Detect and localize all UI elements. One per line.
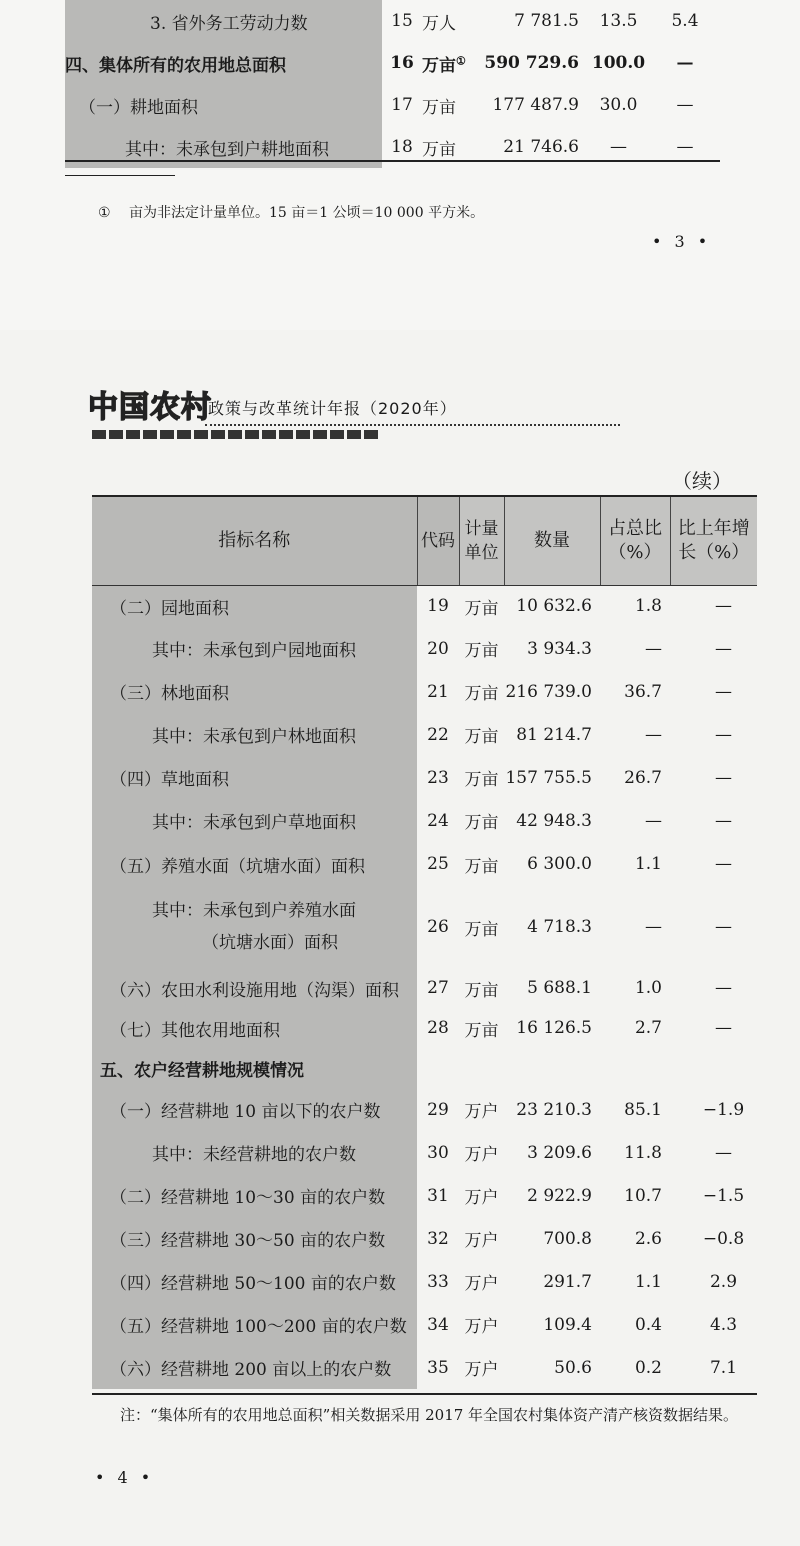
header-dotted-rule [205,424,620,426]
row-unit: 万户 [464,1360,499,1380]
row-pct: 2.6 [634,1228,662,1249]
row-name: （四）经营耕地 50～100 亩的农户数 [92,1260,417,1303]
table-row [92,1174,757,1217]
row-name: 其中：未承包到户园地面积 [92,627,417,670]
row-pct: 1.1 [634,1271,662,1292]
top-table [65,0,720,168]
row-name: （六）农田水利设施用地（沟渠）面积 [92,968,417,1008]
continued-label: （续） [672,469,732,493]
row-unit: 万亩 [464,598,499,619]
row-name: （一）经营耕地 10 亩以下的农户数 [92,1088,417,1131]
row-code: 21 [427,681,449,702]
row-pct: 26.7 [624,767,662,788]
header-growth: 比上年增长（%） [670,497,757,585]
dash-segment [92,430,106,439]
row-pct: — [645,917,662,937]
dash-segment [262,430,276,439]
row-name: 3. 省外务工劳动力数 [65,0,382,42]
row-growth [670,1048,757,1088]
brand-logo-text: 中国农村 [88,390,212,425]
row-growth: 2.9 [709,1271,738,1292]
page-number-3: • 3 • [652,232,712,251]
header-code: 代码 [417,497,459,585]
row-code: 29 [427,1099,449,1120]
row-qty: 81 214.7 [516,724,592,745]
row-code: 22 [427,724,449,745]
row-unit: 万亩 [464,770,499,790]
header-dash-bar [92,430,378,439]
table-row [92,670,757,713]
header-qty: 数量 [504,497,600,585]
row-qty: 4 718.3 [527,917,592,937]
row-growth: — [715,724,732,745]
row-qty: 109.4 [543,1314,592,1335]
row-code: 16 [390,53,414,73]
row-name: （二）经营耕地 10～30 亩的农户数 [92,1174,417,1217]
row-name: （五）经营耕地 100～200 亩的农户数 [92,1303,417,1346]
row-qty: 2 922.9 [527,1185,592,1206]
header-pct: 占总比（%） [600,497,670,585]
row-qty: 3 934.3 [527,638,592,659]
row-growth: — [715,596,732,617]
table-row [92,1008,757,1048]
row-growth: — [715,854,732,874]
row-name-line2: （坑塘水面）面积 [202,933,338,953]
dash-segment [313,430,327,439]
row-unit: 万亩 [422,97,456,118]
row-unit: 万户 [464,1145,499,1165]
row-unit: 万亩 [464,641,499,661]
row-code: 19 [427,596,449,617]
row-name [92,886,417,968]
row-qty: 6 300.0 [527,854,592,874]
row-qty: 216 739.0 [505,681,592,702]
table-row [92,968,757,1008]
row-code: 31 [427,1185,449,1206]
dash-segment [109,430,123,439]
row-code [417,1048,459,1088]
row-pct: — [610,137,627,157]
row-code: 26 [427,917,449,937]
row-pct: 1.0 [634,978,662,998]
page-number-4: • 4 • [95,1468,155,1487]
row-pct: 1.8 [634,596,662,617]
row-growth: — [715,978,732,998]
row-unit [459,1048,504,1088]
row-name: （三）林地面积 [92,670,417,713]
row-name: （一）耕地面积 [65,84,382,126]
dash-segment [194,430,208,439]
row-unit: 万亩① [422,53,466,76]
row-name: 其中：未承包到户耕地面积 [65,126,382,168]
row-growth: — [715,1018,732,1038]
row-name: 其中：未承包到户林地面积 [92,713,417,756]
row-unit: 万户 [464,1274,499,1294]
row-unit: 万亩 [464,727,499,747]
table-row [92,1217,757,1260]
dash-segment [296,430,310,439]
row-name-line1: 其中：未承包到户养殖水面 [152,901,356,921]
row-name: 五、农户经营耕地规模情况 [92,1048,417,1088]
row-code: 34 [427,1314,449,1335]
row-pct: 0.4 [634,1314,662,1335]
row-unit: 万亩 [464,980,499,1001]
row-code: 30 [427,1142,449,1163]
dash-segment [211,430,225,439]
table-header-row [92,497,757,585]
row-unit: 万亩 [464,684,499,704]
row-qty: 291.7 [543,1271,592,1292]
row-unit: 万亩 [422,139,456,160]
row-growth: — [676,137,694,157]
row-growth: — [715,1142,732,1163]
header-unit: 计量单位 [459,497,504,585]
row-pct: 1.1 [634,854,662,874]
row-name: 其中：未经营耕地的农户数 [92,1131,417,1174]
table-row [92,886,757,968]
row-name: （四）草地面积 [92,756,417,799]
table-bottom-rule [65,160,720,162]
row-name: （五）养殖水面（坑塘水面）面积 [92,842,417,886]
row-unit: 万亩 [464,1020,499,1041]
row-pct: 11.8 [624,1142,662,1163]
row-qty [504,1048,600,1088]
row-growth: — [715,638,732,659]
row-growth: −0.8 [702,1228,745,1249]
table-row [92,1048,757,1088]
row-growth: — [715,681,732,702]
row-unit: 万人 [422,13,456,34]
row-qty: 5 688.1 [527,978,592,998]
row-unit: 万户 [464,1231,499,1251]
table-row [92,799,757,842]
row-unit: 万亩 [464,919,499,940]
row-pct: — [645,810,662,831]
row-pct: 100.0 [591,53,646,73]
table-row [92,1303,757,1346]
row-growth: 7.1 [709,1357,738,1378]
dash-segment [143,430,157,439]
table-note: 注：“集体所有的农用地总面积”相关数据采用 2017 年全国农村集体资产清产核资数据结果。 [120,1406,739,1424]
table-row [92,1260,757,1303]
row-code: 32 [427,1228,449,1249]
row-pct: 13.5 [599,11,638,31]
row-growth: — [676,53,694,73]
dash-segment [160,430,174,439]
row-qty: 10 632.6 [516,596,592,617]
dash-segment [177,430,191,439]
dash-segment [245,430,259,439]
row-unit: 万户 [464,1317,499,1337]
dash-segment [228,430,242,439]
row-pct: 0.2 [634,1357,662,1378]
row-qty: 50.6 [554,1357,592,1378]
row-qty: 7 781.5 [514,11,579,31]
table-bottom-rule-main [92,1393,757,1395]
table-row [65,84,720,126]
row-growth: −1.5 [702,1185,745,1206]
table-row [92,842,757,886]
row-code: 20 [427,638,449,659]
footnote-rule [65,175,175,176]
row-code: 17 [391,95,413,115]
row-code: 15 [391,11,413,31]
table-row [65,0,720,42]
row-code: 35 [427,1357,449,1378]
row-growth: — [715,917,732,937]
row-pct: 85.1 [624,1099,662,1120]
row-unit: 万亩 [464,813,499,833]
dash-segment [330,430,344,439]
row-growth: 5.4 [671,11,699,31]
row-growth: −1.9 [702,1099,745,1120]
dash-segment [126,430,140,439]
row-name: （二）园地面积 [92,585,417,627]
row-unit: 万户 [464,1188,499,1208]
dash-segment [347,430,361,439]
row-code: 28 [427,1018,449,1038]
row-unit: 万亩 [464,856,499,877]
row-code: 23 [427,767,449,788]
table-row [92,1088,757,1131]
row-qty: 16 126.5 [516,1018,592,1038]
table-row [92,585,757,627]
row-code: 27 [427,978,449,998]
row-code: 25 [427,854,449,874]
row-code: 24 [427,810,449,831]
row-name: （三）经营耕地 30～50 亩的农户数 [92,1217,417,1260]
running-header: 政策与改革统计年报（2020年） [208,399,457,418]
row-pct: 30.0 [599,95,638,115]
row-qty: 21 746.6 [503,137,579,157]
dash-segment [364,430,378,439]
row-qty: 700.8 [543,1228,592,1249]
row-qty: 177 487.9 [492,95,579,115]
footnote-marker: ① [98,205,111,221]
row-growth: 4.3 [709,1314,738,1335]
row-name: 四、集体所有的农用地总面积 [65,42,382,84]
row-qty: 157 755.5 [505,767,592,788]
row-qty: 42 948.3 [516,810,592,831]
table-row [65,42,720,84]
table-row [92,756,757,799]
table-row [92,627,757,670]
header-name: 指标名称 [92,497,417,585]
footnote-text: 亩为非法定计量单位。15 亩＝1 公顷＝10 000 平方米。 [129,205,485,221]
row-pct: 2.7 [634,1018,662,1038]
row-pct: 10.7 [624,1185,662,1206]
table-row [92,1131,757,1174]
row-pct: — [645,638,662,659]
row-name: 其中：未承包到户草地面积 [92,799,417,842]
row-name: （六）经营耕地 200 亩以上的农户数 [92,1346,417,1389]
row-code: 33 [427,1271,449,1292]
unit-footnote-marker: ① [456,53,466,67]
row-name: （七）其他农用地面积 [92,1008,417,1048]
row-code: 18 [391,137,413,157]
row-growth: — [676,95,694,115]
dash-segment [279,430,293,439]
row-growth: — [715,810,732,831]
row-qty: 3 209.6 [527,1142,592,1163]
row-pct: 36.7 [624,681,662,702]
page-4 [0,330,800,1546]
main-table [92,497,757,1389]
row-growth: — [715,767,732,788]
footnote [98,202,484,222]
row-pct [600,1048,670,1088]
table-row [92,1346,757,1389]
row-qty: 23 210.3 [516,1099,592,1120]
table-row [92,713,757,756]
row-pct: — [645,724,662,745]
page-3 [0,0,800,330]
row-unit: 万户 [464,1102,499,1122]
row-qty: 590 729.6 [484,53,579,73]
